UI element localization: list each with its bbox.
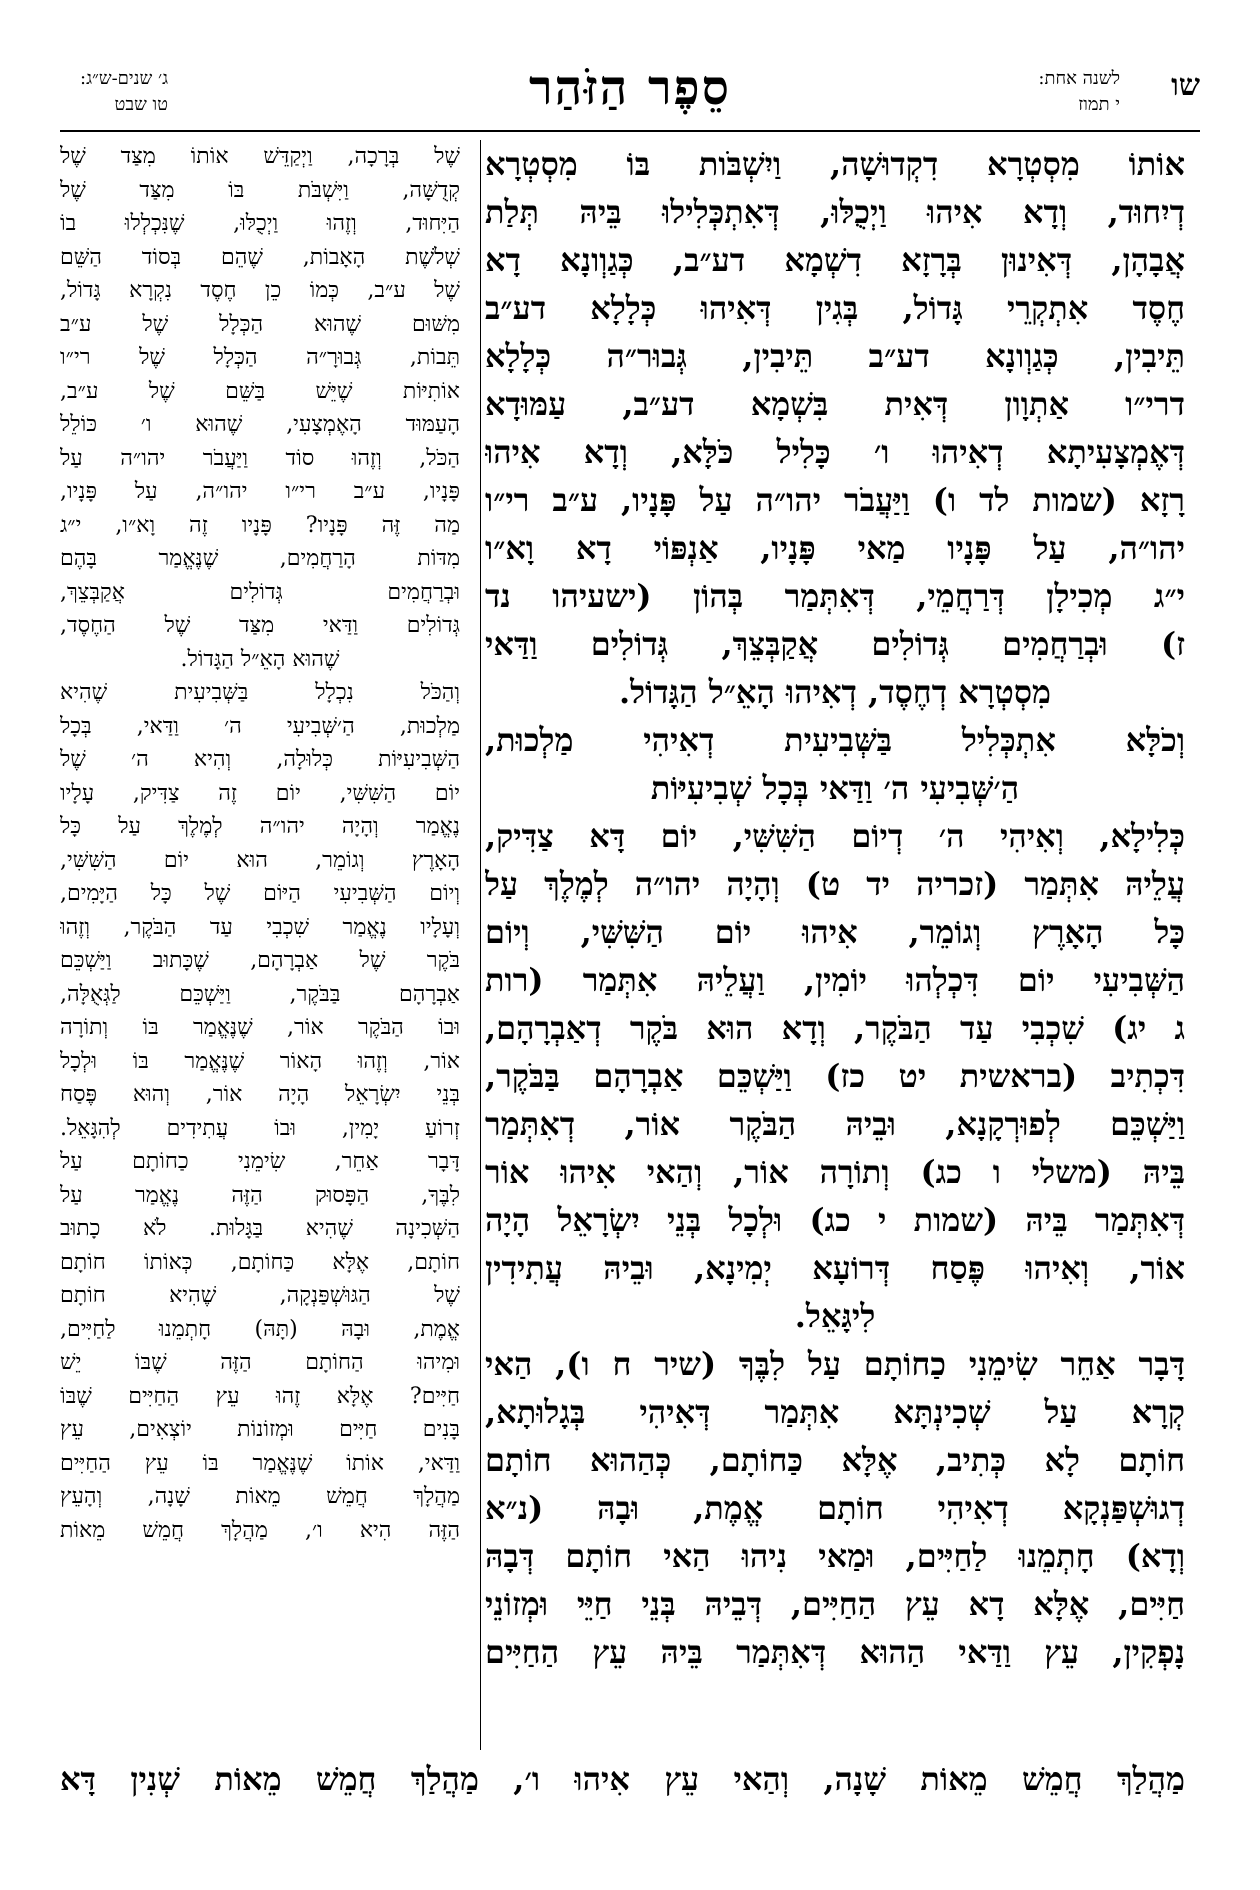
text-line: חַיִּים? אֶלָּא זֶהוּ עֵץ הַחַיִּים שֶׁבּוֹ (60, 1383, 460, 1409)
text-line: דְּאֶמְצָעִיתָא דְאִיהוּ ו׳ כָּלִיל כֹּלָּא, וְדָא אִיהוּ (485, 433, 1185, 471)
translation-column (60, 140, 460, 1750)
text-line: מַה זֶּה פָּנָיו? פָּנָיו זֶה וָא״ו, י״ג (60, 512, 460, 538)
text-line: דָּבָר אַחֵר, שִׂימֵנִי כַחוֹתָם עַל (60, 1149, 460, 1174)
text-line: אוֹתִיּוֹת שֶׁיֵּשׁ בַּשֵּׁם שֶׁל ע״ב, (60, 378, 460, 404)
text-line: אֱמֶת, וּבָהּ (תָּהּ) חָתְמֵנוּ לַחַיִּים, (60, 1316, 460, 1342)
text-line: הַ׳שְּׁבִיעִי ה׳ וַדַּאי בְּכָל שְׁבִיעִיּוֹת (650, 769, 1020, 807)
text-line: וּמִיהוּ הַחוֹתָם הַזֶּה שֶׁבּוֹ יֵשׁ (60, 1350, 460, 1375)
text-line: אַבְרָהָם בַּבֹּקֶר, וַיַּשְׁכֵּם לַגְּאֻלָּה, (60, 981, 460, 1007)
text-line: דָּבָר אַחֵר שִׂימֵנִי כַחוֹתָם עַל לִבֶּךָ (שיר ח ו), הַאי (485, 1345, 1185, 1383)
text-line: קְרָא עַל שְׁכִינְתָּא אִתְּמַר דְּאִיהִי בְּגָלוּתָא, (485, 1393, 1185, 1431)
text-line: שֶׁהוּא הָאֵ״ל הַגָּדוֹל. (180, 646, 340, 672)
header-right-line1: לשנה אחת: (1038, 68, 1120, 89)
text-line: אֲבָהָן, דְּאִינוּן בְּרָזָא דִשְׁמָא דע״ב, כְּגַוְונָא דָא (485, 241, 1185, 279)
text-line: דרי״ו אַתְוָון דְּאִית בִּשְׁמָא דע״ב, עַמּוּדָא (485, 385, 1185, 423)
text-line: חַיִּים, אֶלָּא דָא עֵץ הַחַיִּים, דְּבֵיהּ בְּנֵי חַיֵּי וּמְזוֹנֵי (485, 1585, 1185, 1623)
text-line: הַשְּׁכִינָה שֶׁהִיא בַּגָּלוּת. לֹא כָתוּב (60, 1216, 460, 1241)
text-line: שְׁלֹשֶׁת הָאָבוֹת, שֶׁהֵם בְּסוֹד הַשֵּׁם (60, 244, 460, 270)
text-line: בֹּקֶר שֶׁל אַבְרָהָם, שֶׁכָּתוּב וַיַּשְׁכֵּם (60, 948, 460, 973)
text-line: שֶׁל בְּרָכָה, וַיְקַדֵּשׁ אוֹתוֹ מִצַּד שֶׁל (60, 144, 460, 169)
text-line: מִשּׁוּם שֶׁהוּא הַכְּלָל שֶׁל ע״ב (60, 311, 460, 337)
text-line: חוֹתָם, אֶלָּא כַּחוֹתָם, כְּאוֹתוֹ חוֹתָם (60, 1249, 460, 1275)
text-line: מִסְטְרָא דְחֶסֶד, דְאִיהוּ הָאֵ״ל הַגָּדוֹל. (618, 673, 1052, 711)
footer-text-line: מַהֲלַךְ חֲמֵשׁ מֵאוֹת שָׁנָה, וְהַאי עֵץ אִיהוּ ו׳, מַהֲלַךְ חֲמֵשׁ מֵאוֹת שְׁנִין דָּא (60, 1760, 1185, 1798)
text-line: גְּדוֹלִים וַדַּאי מִצַּד שֶׁל הַחֶסֶד, (60, 613, 460, 638)
text-line: אוֹר, וְאִיהוּ פֶּסַח דְּרוֹעָא יְמִינָא, וּבֵיהּ עֲתִידִין (485, 1249, 1185, 1287)
text-line: חוֹתָם לָא כְּתִיב, אֶלָּא כַּחוֹתָם, כְּהַהוּא חוֹתָם (485, 1441, 1185, 1479)
text-line: בֵּיהּ (משלי ו כג) וְתוֹרָה אוֹר, וְהַאי אִיהוּ אוֹר (485, 1153, 1185, 1191)
text-line: וּבוֹ הַבֹּקֶר אוֹר, שֶׁנֶּאֱמַר בּוֹ וְתוֹרָה (60, 1015, 460, 1040)
text-line: י״ג מְכִילָן דְּרַחֲמֵי, דְּאִתְּמַר בְּהוֹן (ישעיהו נד (485, 577, 1185, 615)
header-divider (60, 130, 1200, 132)
text-line: חֶסֶד אִתְקְרֵי גָּדוֹל, בְּגִין דְּאִיהוּ כְּלָלָא דע״ב (485, 289, 1185, 327)
header-left-block (80, 66, 168, 118)
page-title: סֵפֶר הַזֹּהַר (529, 60, 731, 116)
text-line: וַיַּשְׁכֵּם לְפוּרְקָנָא, וּבֵיהּ הַבֹּקֶר אוֹר, דְאִתְּמַר (485, 1105, 1185, 1143)
text-line: פָּנָיו, ע״ב רי״ו יהו״ה, עַל פָּנָיו, (60, 479, 460, 504)
text-line: הַשְּׁבִיעִיּוֹת כְּלוּלָה, וְהִיא ה׳ שֶׁל (60, 747, 460, 772)
text-line: וְכֹלָּא אִתְכְּלִיל בַּשְּׁבִיעִית דְאִיהִי מַלְכוּת, (485, 721, 1185, 759)
text-line: אוֹתוֹ מִסְטְרָא דִקְדוּשָׁה, וַיִשְׁבֹּות בּוֹ מִסְטְרָא (485, 145, 1185, 183)
text-line: מַלְכוּת, הַ׳שְּׁבִיעִי ה׳ וַדַּאי, בְּכָל (60, 713, 460, 739)
column-divider (480, 140, 481, 1750)
text-line: זְרוֹעַ יָמִין, וּבוֹ עֲתִידִים לְהִגָּאֵל. (60, 1115, 460, 1141)
text-line: לִבֶּךָ, הַפָּסוּק הַזֶּה נֶאֱמַר עַל (60, 1182, 460, 1208)
page-header (60, 60, 1200, 130)
text-line: כְּלִילָא, וְאִיהִי ה׳ דְיוֹם הַשִּׁשִּׁי, יוֹם דָּא צַדִּיק, (485, 817, 1185, 855)
main-text-column (485, 140, 1185, 1750)
text-line: לִיגָּאֵל. (794, 1297, 876, 1335)
text-line: יהו״ה, עַל פָּנָיו מַאי פָּנָיו, אַנְפּוֹי דָא וָא״ו (485, 529, 1185, 567)
header-left-line1: ג׳ שנים-ש״ג: (80, 68, 169, 89)
header-left-line2: טו שבט (114, 94, 169, 115)
text-line: בָּנִים חַיִּים וּמְזוֹנוֹת יוֹצְאִים, עֵץ (60, 1417, 460, 1442)
header-right-line2: י תמוז (1078, 94, 1120, 115)
text-line: תֵּבוֹת, גְּבוּרָ״ה הַכְּלָל שֶׁל רי״ו (60, 345, 460, 370)
text-line: הַשְּׁבִיעִי יוֹם דִּכְלְהוּ יוֹמִין, וַעֲלֵיהּ אִתְּמַר (רות (485, 961, 1185, 999)
text-line: עֲלֵיהּ אִתְּמַר (זכריה יד ט) וְהָיָה יהו״ה לְמֶלֶךְ עַל (485, 865, 1185, 903)
text-line: הַכֹּל, וְזֶהוּ סוֹד וַיַּעֲבֹר יהו״ה עַל (60, 445, 460, 471)
text-line: נָפְקִין, עֵץ וַדַּאי הַהוּא דְּאִתְּמַר בֵּיהּ עֵץ הַחַיִּים (485, 1633, 1185, 1671)
text-line: דִּכְתִיב (בראשית יט כז) וַיַּשְׁכֵּם אַבְרָהָם בַּבֹּקֶר, (485, 1057, 1185, 1095)
text-line: יוֹם הַשִּׁשִּׁי, יוֹם זֶה צַדִּיק, עָלָיו (60, 780, 460, 806)
text-line: הָאָרֶץ וְגוֹמֵר, הוּא יוֹם הַשִּׁשִּׁי, (60, 847, 460, 873)
text-line: הַיִּחוּד, וְזֶהוּ וַיְכֻלּוּ, שֶׁנִּכְלְלוּ בוֹ (60, 211, 460, 236)
text-line: תֵּיבִין, כְּגַוְונָא דע״ב תֵּיבִין, גְּבוּר״ה כְּלָלָא (485, 337, 1185, 375)
text-line: וְיוֹם הַשְּׁבִיעִי הַיּוֹם שֶׁל כָּל הַיָּמִים, (60, 881, 460, 906)
text-line: בְּנֵי יִשְׂרָאֵל הָיָה אוֹר, וְהוּא פֶּסַח (60, 1082, 460, 1107)
text-line: הַזֶּה הִיא ו׳, מַהֲלָךְ חֲמֵשׁ מֵאוֹת (60, 1517, 460, 1543)
text-line: אוֹר, וְזֶהוּ הָאוֹר שֶׁנֶּאֱמַר בּוֹ וּלְכָל (60, 1048, 460, 1074)
text-line: רָזָא (שמות לד ו) וַיַּעֲבֹר יהו״ה עַל פָּנָיו, ע״ב רי״ו (485, 481, 1185, 519)
text-line: וּבְרַחֲמִים גְּדוֹלִים אֲקַבְּצֵךְ, (60, 579, 460, 605)
text-line: הָעַמּוּד הָאֶמְצָעִי, שֶׁהוּא ו׳ כּוֹלֵל (60, 412, 460, 437)
text-line: שֶׁל ע״ב, כְּמוֹ כֵן חֶסֶד נִקְרָא גָּדוֹל, (60, 278, 460, 303)
text-line: קְדֻשָּׁה, וַיִּשְׁבֹּת בּוֹ מִצַּד שֶׁל (60, 177, 460, 203)
text-line: כָּל הָאָרֶץ וְגוֹמֵר, אִיהוּ יוֹם הַשִּׁשִּׁי, וְיוֹם (485, 913, 1185, 951)
text-line: שֶׁל הַגּוּשְׁפַּנְקָה, שֶׁהִיא חוֹתָם (60, 1283, 460, 1308)
text-line: נֶאֱמַר וְהָיָה יהו״ה לְמֶלֶךְ עַל כָּל (60, 814, 460, 839)
text-line: וְהַכֹּל נִכְלָל בַּשְּׁבִיעִית שֶׁהִיא (60, 680, 460, 705)
text-line: ג יג) שִׁכְבִי עַד הַבֹּקֶר, וְדָא הוּא בֹּקֶר דְאַבְרָהָם, (485, 1009, 1185, 1047)
text-line: מִדּוֹת הָרַחֲמִים, שֶׁנֶּאֱמַר בָּהֶם (60, 546, 460, 571)
page-number: שו (1171, 68, 1200, 103)
text-line: דְגוּשְׁפַּנְקָא דְאִיהִי חוֹתָם אֱמֶת, וּבָהּ (נ״א (485, 1489, 1185, 1527)
text-line: דְיִחוּד, וְדָא אִיהוּ וַיְכֻלּוּ, דְּאִתְכְּלִילוּ בֵּיהּ תְּלַת (485, 193, 1185, 231)
text-line: דְּאִתְּמַר בֵּיהּ (שמות י כג) וּלְכָל בְּנֵי יִשְׂרָאֵל הָיָה (485, 1201, 1185, 1239)
text-line: וַדַּאי, אוֹתוֹ שֶׁנֶּאֱמַר בּוֹ עֵץ הַחַיִּים (60, 1450, 460, 1476)
text-line: מַהֲלָךְ חֲמֵשׁ מֵאוֹת שָׁנָה, וְהָעֵץ (60, 1484, 460, 1509)
text-line: וְעָלָיו נֶאֱמַר שִׁכְבִי עַד הַבֹּקֶר, וְזֶהוּ (60, 914, 460, 940)
text-line: ז) וּבְרַחֲמִים גְּדוֹלִים אֲקַבְּצֵךְ, גְּדוֹלִים וַדַּאי (485, 625, 1185, 663)
text-line: וְדָא) חָתְמֵנוּ לַחַיִּים, וּמַאי נִיהוּ הַאי חוֹתָם דְּבָהּ (485, 1537, 1185, 1575)
